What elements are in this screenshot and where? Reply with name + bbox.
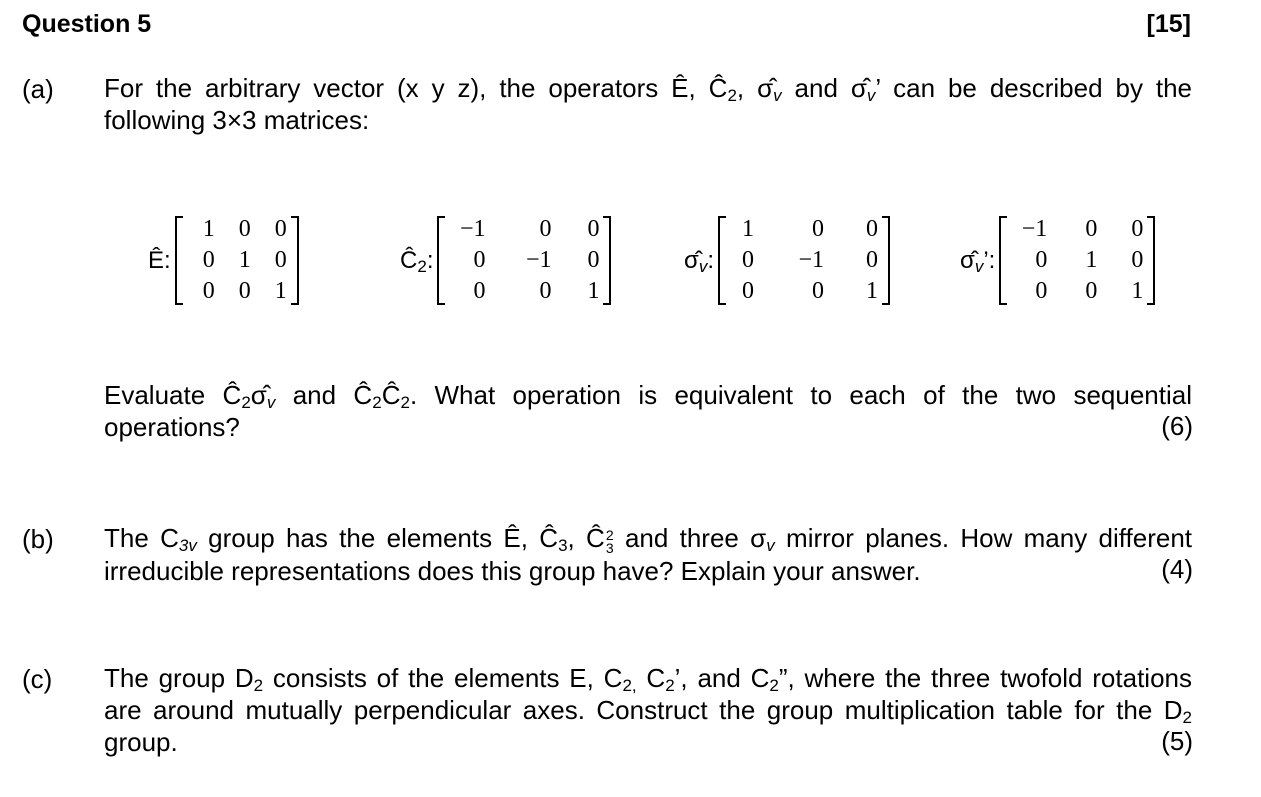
matrix-cell: 0 <box>741 247 754 273</box>
matrix-label: Ê: <box>148 246 171 274</box>
matrix-cell: −1 <box>459 216 486 242</box>
matrix-cell: 0 <box>1035 278 1048 304</box>
matrix-label: σ̂v: <box>684 246 714 276</box>
part-c-label: (c) <box>22 664 53 694</box>
q-text-4: . What operation is equivalent to each of the two sequential <box>409 380 1193 410</box>
q-sigma-sub: v <box>266 393 276 412</box>
part-a-intro <box>104 72 1192 136</box>
matrix-cell: 0 <box>741 278 754 304</box>
matrix-c2 <box>400 214 611 307</box>
part-c-marks: (5) <box>1161 726 1193 756</box>
matrix-cell: 0 <box>865 216 878 242</box>
part-b-label: (b) <box>22 524 54 554</box>
matrix-cell: 0 <box>1085 216 1098 242</box>
matrix-cell: 1 <box>238 247 251 273</box>
intro-line-2: following 3×3 matrices: <box>104 105 370 135</box>
c-text-5: ”, where the three twofold rotations <box>778 663 1192 693</box>
matrix-cell: 0 <box>238 278 251 304</box>
intro-and: and <box>781 73 851 103</box>
b-text-3: , Ĉ <box>567 523 605 553</box>
b-sub-1: 3v <box>178 536 197 555</box>
matrix-cell: 0 <box>473 247 486 273</box>
c-line-2: are around mutually perpendicular axes. Construct the group multiplication table for the D <box>104 695 1183 725</box>
c-text-4: ’, and C <box>674 663 770 693</box>
q-text-2: and Ĉ <box>275 380 373 410</box>
matrix-cell: 0 <box>539 278 552 304</box>
matrix-label: $Ĉ_2$: <box>400 246 434 276</box>
matrix-cell: −1 <box>1021 216 1048 242</box>
b-text-1: The C <box>104 523 179 553</box>
matrix-cell: 0 <box>811 216 824 242</box>
matrix-cell: 0 <box>1131 247 1144 273</box>
intro-text-3: ’ can be described by the <box>875 73 1193 103</box>
q-sigma: σ̂ <box>250 380 267 410</box>
q-sub-3: 2 <box>400 393 410 412</box>
b-sub-2: 3 <box>558 536 568 555</box>
c-sub-3: 2 <box>665 676 675 695</box>
matrix-sigma-v-prime <box>960 214 1155 307</box>
intro-sigma-sub: v <box>773 86 782 105</box>
matrix-cell: 0 <box>865 247 878 273</box>
b-sub-4: v <box>766 536 775 555</box>
b-line-2: irreducible representations does this group have? Explain your answer. <box>104 556 921 586</box>
matrix-cell: 1 <box>587 278 600 304</box>
part-a-label: (a) <box>22 74 54 104</box>
matrix-cell: 0 <box>274 216 287 242</box>
matrix-grid <box>999 214 1155 307</box>
matrix-cell: 1 <box>202 216 215 242</box>
part-a-question <box>104 379 1192 443</box>
q-text-3: Ĉ <box>381 380 401 410</box>
b-text-4: and three σ <box>613 523 767 553</box>
matrix-label: σ̂v’: <box>960 246 996 276</box>
c-text-3: C <box>636 663 666 693</box>
intro-sigma-2: σ̂ <box>850 73 867 103</box>
intro-sub-2: 2 <box>727 86 737 105</box>
part-b-text <box>104 522 1192 587</box>
matrix-identity <box>148 214 299 307</box>
matrix-cell: 1 <box>274 278 287 304</box>
b-text-2: group has the elements Ê, Ĉ <box>196 523 559 553</box>
intro-text-2: , <box>736 73 758 103</box>
matrix-cell: 0 <box>202 247 215 273</box>
matrix-cell: 0 <box>1085 278 1098 304</box>
matrix-cell: 0 <box>238 216 251 242</box>
matrix-cell: −1 <box>798 247 824 273</box>
b-text-5: mirror planes. How many different <box>774 523 1193 553</box>
c-sub-1: 2 <box>253 676 264 695</box>
q-sub-2: 2 <box>372 393 382 412</box>
part-c-text <box>104 662 1192 758</box>
question-title: Question 5 <box>22 10 152 38</box>
intro-text-1: For the arbitrary vector (x y z), the operators Ê, Ĉ <box>104 73 728 103</box>
intro-sigma: σ̂ <box>757 73 774 103</box>
matrix-cell: 0 <box>1131 216 1144 242</box>
matrix-cell: 1 <box>1085 247 1098 273</box>
matrix-cell: 0 <box>587 247 600 273</box>
matrix-cell: 0 <box>473 278 486 304</box>
matrix-grid <box>175 214 299 307</box>
intro-sigma-2-sub: v <box>866 86 876 105</box>
part-b-marks: (4) <box>1161 554 1193 584</box>
matrix-cell: 0 <box>202 278 215 304</box>
matrix-cell: 0 <box>539 216 552 242</box>
c-line-3: group. <box>104 727 178 757</box>
c-text-1: The group D <box>104 663 254 693</box>
matrix-cell: 0 <box>811 278 824 304</box>
matrix-sigma-v <box>684 214 890 307</box>
b-supsub: 2 3 <box>605 527 614 556</box>
part-a-marks: (6) <box>1161 411 1193 441</box>
q-line-2: operations? <box>104 412 240 442</box>
q-sub-1: 2 <box>241 393 251 412</box>
matrix-cell: −1 <box>525 247 552 273</box>
matrix-cell: 0 <box>587 216 600 242</box>
matrix-grid <box>437 214 611 307</box>
c-sub-4: 2 <box>769 676 779 695</box>
c-line-2-sub: 2 <box>1182 708 1192 727</box>
q-text-1: Evaluate Ĉ <box>104 380 242 410</box>
c-text-2: consists of the elements E, C <box>263 663 623 693</box>
c-sub-2: 2, <box>622 676 637 695</box>
matrix-grid <box>718 214 890 307</box>
matrix-cell: 1 <box>741 216 754 242</box>
matrix-cell: 1 <box>1131 278 1144 304</box>
matrix-cell: 1 <box>865 278 878 304</box>
matrix-cell: 0 <box>274 247 287 273</box>
matrix-cell: 0 <box>1035 247 1048 273</box>
total-marks: [15] <box>1146 10 1191 38</box>
